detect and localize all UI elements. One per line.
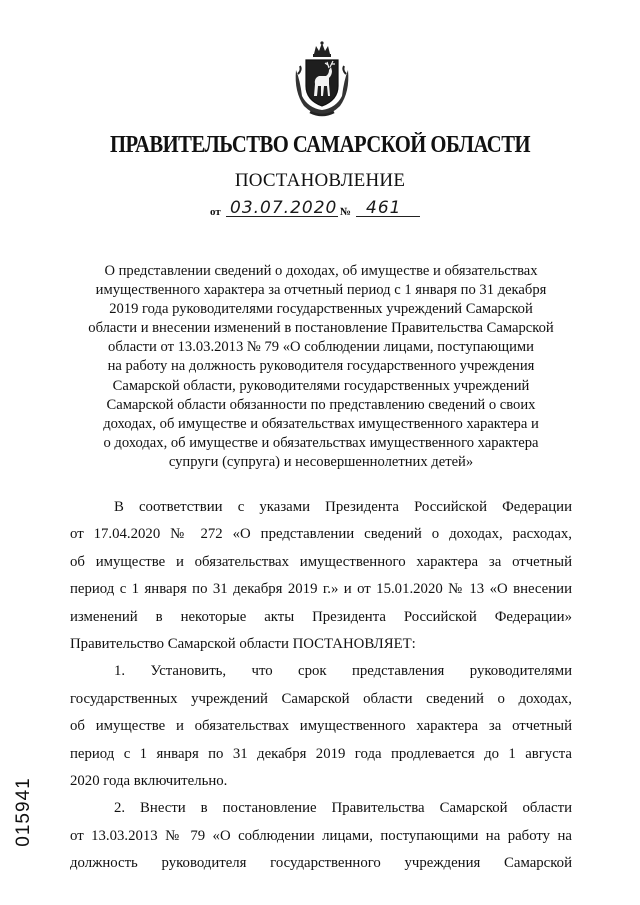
body-line: от 13.03.2013 № 79 «О соблюдении лицами, поступающими на работу на <box>70 827 572 844</box>
date-value: 03.07.2020 <box>230 198 338 218</box>
number-prefix: № <box>340 206 352 218</box>
subject-line: доходах, об имуществе и обязательствах имущественного характера и <box>103 415 539 432</box>
samara-coat-of-arms-icon <box>292 40 352 118</box>
body-line: В соответствии с указами Президента Российской Федерации <box>114 499 572 515</box>
body-line: 1. Установить, что срок представления руководителями <box>114 663 572 680</box>
subject-line: имущественного характера за отчетный период с 1 января по 31 декабря <box>95 282 547 299</box>
subject-line: области и внесении изменений в постановление Правительства Самарской <box>88 320 554 337</box>
date-number-line <box>210 196 440 224</box>
body-line: от 17.04.2020 № 272 «О представлении сведений о доходах, расходах, <box>70 526 572 543</box>
subject-line: О представлении сведений о доходах, об имуществе и обязательствах <box>104 263 538 279</box>
date-prefix: от <box>210 206 221 218</box>
number-value: 461 <box>366 198 402 218</box>
body-line: государственных учреждений Самарской области сведений о доходах, <box>70 690 572 707</box>
subject-line: о доходах, об имуществе и обязательствах имущественного характера <box>103 434 539 451</box>
document-type-heading: ПОСТАНОВЛЕНИЕ <box>234 170 406 191</box>
body-line: об имуществе и обязательствах имущественного характера за отчетный <box>70 718 572 735</box>
body-line: 2020 года включительно. <box>70 772 228 789</box>
subject-line: на работу на должность руководителя государственного учреждения <box>107 358 535 375</box>
body-line: должность руководителя государственного учреждения Самарской <box>70 855 572 872</box>
resolution-body <box>70 494 572 877</box>
margin-number-text: 015941 <box>13 777 34 847</box>
body-line: изменений в некоторые акты Президента Российской Федерации» <box>70 608 572 625</box>
body-line: период с 1 января по 31 декабря 2019 г.» и от 15.01.2020 № 13 «О внесении <box>70 581 572 598</box>
subject-line: области от 13.03.2013 № 79 «О соблюдении лицами, поступающими <box>108 339 534 356</box>
body-line: об имуществе и обязательствах имущественного характера за отчетный <box>70 553 572 570</box>
subject-line: 2019 года руководителями государственных учреждений Самарской <box>109 301 533 318</box>
subject-line: Самарской области обязанности по представлению сведений о своих <box>106 396 536 413</box>
body-line: Правительство Самарской области ПОСТАНОВЛЯЕТ: <box>70 635 416 652</box>
subject-line: супруги (супруга) и несовершеннолетних детей» <box>168 453 474 470</box>
body-line: 2. Внести в постановление Правительства Самарской области <box>114 800 572 817</box>
margin-registration-number <box>12 770 36 854</box>
government-title: ПРАВИТЕЛЬСТВО САМАРСКОЙ ОБЛАСТИ <box>109 132 531 158</box>
resolution-subject <box>70 262 572 472</box>
body-line: период с 1 января по 31 декабря 2019 года продлевается до 1 августа <box>70 745 572 762</box>
subject-line: Самарской области, руководителями государственных учреждений <box>112 377 530 394</box>
